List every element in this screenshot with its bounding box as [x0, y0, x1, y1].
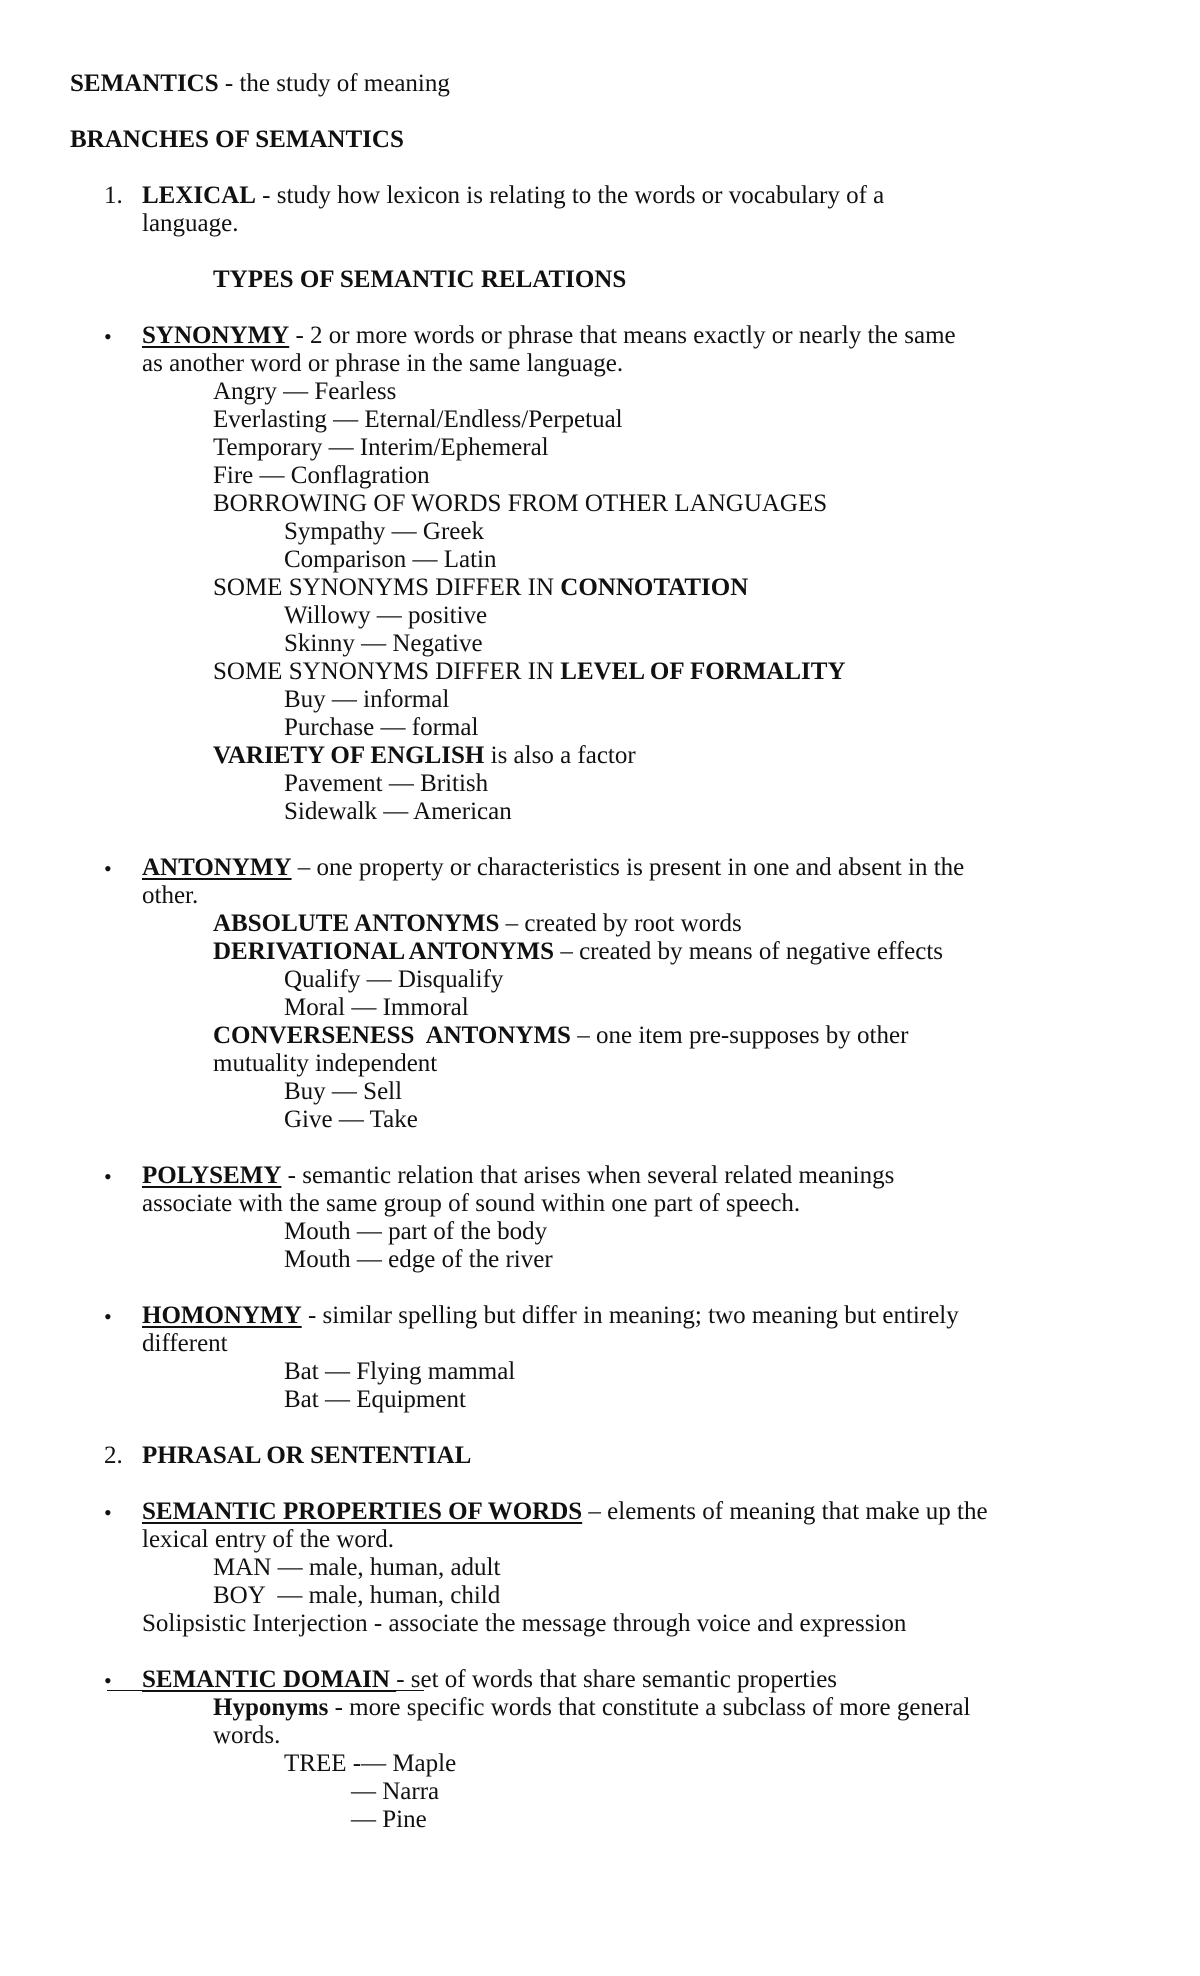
semantic-domain-term: SEMANTIC DOMAIN	[142, 1666, 397, 1693]
derivational-term: DERIVATIONAL ANTONYMS	[213, 938, 555, 965]
example-line: BOY — male, human, child	[213, 1582, 501, 1609]
lexical-def-line2: language.	[142, 210, 239, 237]
list-number-2: 2.	[104, 1442, 123, 1469]
lexical-definition	[142, 182, 884, 210]
lexical-term: LEXICAL	[142, 182, 256, 209]
example-line: Pavement — British	[284, 770, 489, 797]
example-line: — Narra	[351, 1778, 440, 1805]
example-line: Sympathy — Greek	[284, 518, 484, 545]
phrasal-heading: PHRASAL OR SENTENTIAL	[142, 1442, 472, 1469]
semantic-domain-definition	[142, 1666, 837, 1694]
solipsistic-interjection: Solipsistic Interjection - associate the message through voice and expression	[142, 1610, 907, 1637]
example-line: Bat — Equipment	[284, 1386, 466, 1413]
semantic-properties-term: SEMANTIC PROPERTIES OF WORDS	[142, 1498, 583, 1525]
synonymy-def-line1: - 2 or more words or phrase that means exactly or nearly the same	[289, 322, 956, 349]
hyponyms-rest: - more specific words that constitute a subclass of more general	[328, 1694, 971, 1721]
homonymy-definition	[142, 1302, 959, 1330]
polysemy-definition	[142, 1162, 894, 1190]
synonymy-definition	[142, 322, 956, 350]
example-line: Moral — Immoral	[284, 994, 469, 1021]
derivational-antonyms	[213, 938, 943, 966]
formality-heading	[213, 658, 846, 686]
synonymy-def-line2: as another word or phrase in the same language.	[142, 350, 624, 377]
example-line: — Pine	[351, 1806, 427, 1833]
polysemy-def-line1: - semantic relation that arises when several related meanings	[281, 1162, 895, 1189]
example-line: Skinny — Negative	[284, 630, 483, 657]
synonymy-term: SYNONYMY	[142, 322, 290, 349]
example-line: Give — Take	[284, 1106, 418, 1133]
hyponyms-term: Hyponyms	[213, 1694, 329, 1721]
semantic-properties-def-line1: – elements of meaning that make up the	[582, 1498, 988, 1525]
antonymy-def-line2: other.	[142, 882, 199, 909]
semantic-properties-definition	[142, 1498, 988, 1526]
semantic-domain-def-line1: - set of words that share semantic properties	[396, 1666, 838, 1693]
example-line: Sidewalk — American	[284, 798, 512, 825]
title-definition: - the study of meaning	[218, 70, 450, 97]
converseness-antonyms	[213, 1022, 908, 1050]
formality-prefix: SOME SYNONYMS DIFFER IN	[213, 658, 561, 685]
connotation-term: CONNOTATION	[560, 574, 749, 601]
example-line: Comparison — Latin	[284, 546, 497, 573]
page-title	[70, 70, 450, 98]
variety-term: VARIETY OF ENGLISH	[213, 742, 485, 769]
homonymy-def-line2: different	[142, 1330, 228, 1357]
variety-heading	[213, 742, 636, 770]
homonymy-def-line1: - similar spelling but differ in meaning; two meaning but entirely	[301, 1302, 959, 1329]
converseness-rest: – one item pre-supposes by other	[570, 1022, 909, 1049]
example-line: TREE -— Maple	[284, 1750, 457, 1777]
connotation-heading	[213, 574, 748, 602]
bullet-icon: •	[104, 856, 112, 881]
semantic-properties-def-line2: lexical entry of the word.	[142, 1526, 394, 1553]
polysemy-term: POLYSEMY	[142, 1162, 282, 1189]
antonymy-definition	[142, 854, 964, 882]
example-line: Angry — Fearless	[213, 378, 397, 405]
bullet-icon: •	[104, 324, 112, 349]
absolute-rest: – created by root words	[499, 910, 742, 937]
derivational-rest: – created by means of negative effects	[554, 938, 944, 965]
example-line: Mouth — edge of the river	[284, 1246, 553, 1273]
antonymy-def-line1: – one property or characteristics is present in one and absent in the	[291, 854, 965, 881]
borrowing-heading: BORROWING OF WORDS FROM OTHER LANGUAGES	[213, 490, 828, 517]
hyponyms-definition	[213, 1694, 970, 1722]
hyponyms-cont: words.	[213, 1722, 281, 1749]
variety-rest: is also a factor	[484, 742, 636, 769]
example-line: Temporary — Interim/Ephemeral	[213, 434, 549, 461]
example-line: Mouth — part of the body	[284, 1218, 548, 1245]
bullet-icon: •	[104, 1304, 112, 1329]
homonymy-term: HOMONYMY	[142, 1302, 302, 1329]
formality-term: LEVEL OF FORMALITY	[560, 658, 846, 685]
converseness-cont: mutuality independent	[213, 1050, 438, 1077]
bullet-icon: •	[104, 1668, 112, 1693]
example-line: Willowy — positive	[284, 602, 488, 629]
example-line: Fire — Conflagration	[213, 462, 430, 489]
bullet-icon: •	[104, 1164, 112, 1189]
example-line: Everlasting — Eternal/Endless/Perpetual	[213, 406, 623, 433]
example-line: Bat — Flying mammal	[284, 1358, 516, 1385]
list-number-1: 1.	[104, 182, 123, 209]
absolute-antonyms	[213, 910, 742, 938]
relations-heading: TYPES OF SEMANTIC RELATIONS	[213, 266, 627, 293]
antonymy-term: ANTONYMY	[142, 854, 292, 881]
example-line: Purchase — formal	[284, 714, 479, 741]
example-line: Qualify — Disqualify	[284, 966, 504, 993]
converseness-term: CONVERSENESS ANTONYMS	[213, 1022, 571, 1049]
title-term: SEMANTICS	[70, 70, 219, 97]
bullet-icon: •	[104, 1500, 112, 1525]
polysemy-def-line2: associate with the same group of sound within one part of speech.	[142, 1190, 801, 1217]
lexical-def-line1: - study how lexicon is relating to the words or vocabulary of a	[255, 182, 885, 209]
connotation-prefix: SOME SYNONYMS DIFFER IN	[213, 574, 561, 601]
example-line: Buy — Sell	[284, 1078, 403, 1105]
example-line: Buy — informal	[284, 686, 450, 713]
absolute-term: ABSOLUTE ANTONYMS	[213, 910, 500, 937]
branches-heading: BRANCHES OF SEMANTICS	[70, 126, 404, 153]
example-line: MAN — male, human, adult	[213, 1554, 501, 1581]
